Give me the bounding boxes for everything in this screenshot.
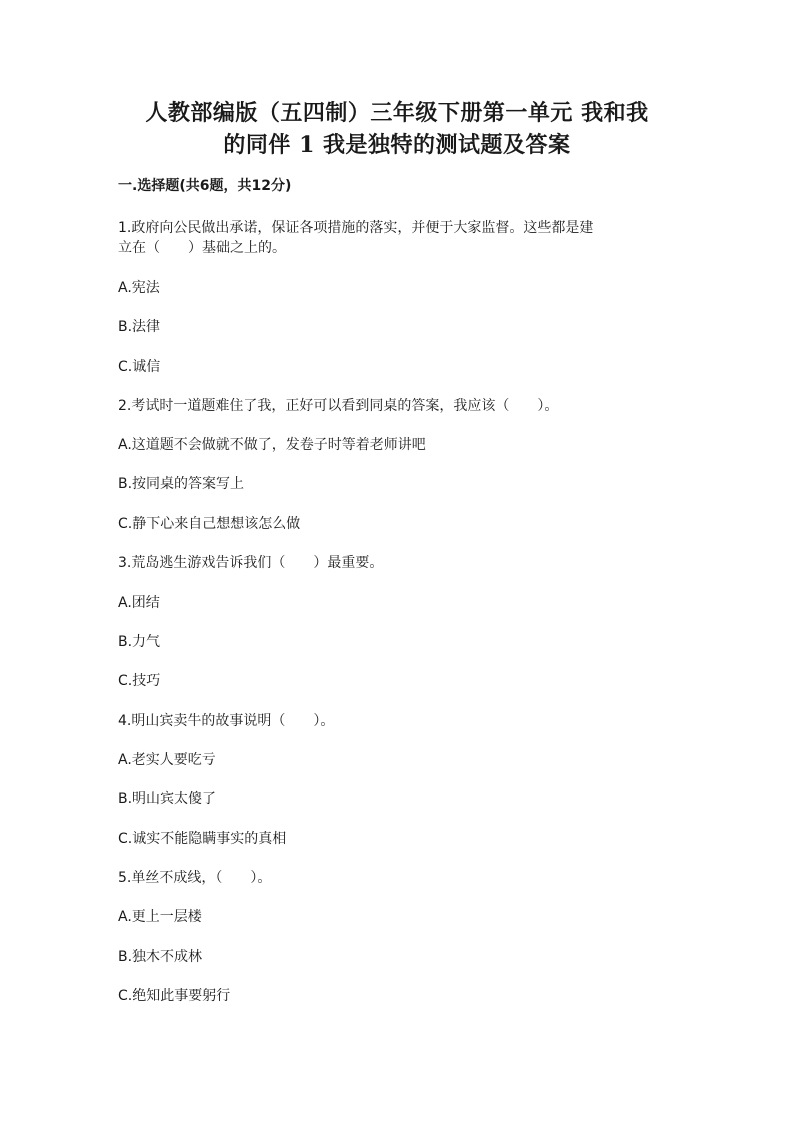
question-3-option-a: A.团结 [118, 595, 160, 611]
question-4-option-c: C.诚实不能隐瞒事实的真相 [118, 831, 287, 847]
question-1-option-a: A.宪法 [118, 280, 160, 296]
question-4-option-a: A.老实人要吃亏 [118, 752, 216, 768]
document-title-line-1: 人教部编版（五四制）三年级下册第一单元 我和我 [145, 100, 649, 126]
question-4-option-b: B.明山宾太傻了 [118, 791, 217, 807]
question-5-stem: 5.单丝不成线，（ ）。 [118, 870, 272, 886]
question-3-option-b: B.力气 [118, 634, 161, 650]
question-3-option-c: C.技巧 [118, 673, 161, 689]
question-5-option-b: B.独木不成林 [118, 949, 203, 965]
section-heading: 一.选择题(共6题，共12分) [118, 178, 292, 194]
question-2-option-c: C.静下心来自己想想该怎么做 [118, 516, 301, 532]
question-4-stem: 4.明山宾卖牛的故事说明（ ）。 [118, 713, 335, 729]
question-2-stem: 2.考试时一道题难住了我，正好可以看到同桌的答案，我应该（ ）。 [118, 398, 559, 414]
question-5-option-a: A.更上一层楼 [118, 909, 202, 925]
question-2-option-a: A.这道题不会做就不做了，发卷子时等着老师讲吧 [118, 437, 426, 453]
document-title-line-2: 的同伴 1 我是独特的测试题及答案 [223, 132, 571, 158]
question-1-option-c: C.诚信 [118, 359, 161, 375]
question-2-option-b: B.按同桌的答案写上 [118, 476, 245, 492]
question-1-stem-line-1: 1.政府向公民做出承诺，保证各项措施的落实，并便于大家监督。这些都是建 [118, 220, 594, 236]
question-5-option-c: C.绝知此事要躬行 [118, 988, 231, 1004]
question-1-option-b: B.法律 [118, 319, 161, 335]
question-3-stem: 3.荒岛逃生游戏告诉我们（ ）最重要。 [118, 555, 384, 571]
question-1-stem-line-2: 立在（ ）基础之上的。 [118, 240, 286, 256]
